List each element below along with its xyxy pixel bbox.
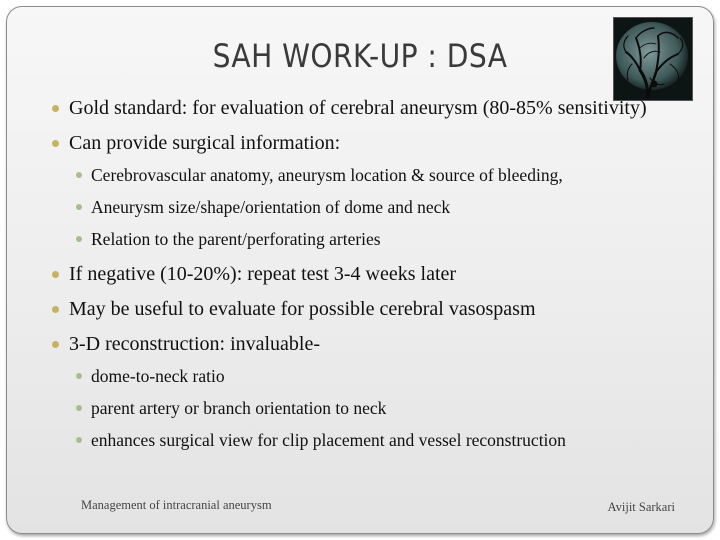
footer-author: Avijit Sarkari — [607, 500, 675, 514]
bullet-item — [49, 93, 689, 124]
bullet-text: May be useful to evaluate for possible cerebral vasospasm — [69, 298, 536, 320]
sub-bullet-dot-icon — [76, 405, 82, 411]
angiogram-illustration — [614, 18, 692, 100]
sub-bullet-item — [49, 392, 689, 424]
sub-bullet-item — [49, 424, 689, 456]
bullet-text: 3-D reconstruction: invaluable- — [69, 333, 321, 355]
sub-bullet-item — [49, 159, 689, 191]
sub-bullet-text: Relation to the parent/perforating arteries — [91, 229, 381, 249]
sub-bullet-dot-icon — [76, 172, 82, 178]
bullet-dot-icon — [52, 341, 59, 348]
sub-bullet-text: parent artery or branch orientation to neck — [91, 398, 387, 418]
bullet-dot-icon — [52, 140, 59, 147]
bullet-item — [49, 294, 689, 325]
bullet-dot-icon — [52, 271, 59, 278]
footer-presentation-title: Management of intracranial aneurysm — [81, 498, 272, 512]
sub-bullet-text: Aneurysm size/shape/orientation of dome and neck — [91, 197, 451, 217]
bullet-dot-icon — [52, 105, 59, 112]
sub-bullet-text: enhances surgical view for clip placement and vessel reconstruction — [91, 430, 566, 450]
sub-bullet-text: dome-to-neck ratio — [91, 366, 225, 386]
bullet-list — [49, 93, 689, 456]
bullet-text: If negative (10-20%): repeat test 3-4 weeks later — [69, 263, 457, 285]
bullet-item — [49, 329, 689, 360]
bullet-text: Can provide surgical information: — [69, 132, 341, 154]
sub-bullet-item — [49, 191, 689, 223]
sub-bullet-item — [49, 360, 689, 392]
sub-bullet-dot-icon — [76, 236, 82, 242]
sub-bullet-dot-icon — [76, 437, 82, 443]
bullet-item — [49, 259, 689, 290]
slide-title: SAH WORK-UP : DSA — [212, 37, 508, 75]
sub-bullet-text: Cerebrovascular anatomy, aneurysm location & source of bleeding, — [91, 165, 563, 185]
slide — [6, 6, 714, 534]
sub-bullet-dot-icon — [76, 204, 82, 210]
angiogram-image — [613, 17, 693, 101]
bullet-text: Gold standard: for evaluation of cerebral aneurysm (80-85% sensitivity) — [69, 97, 647, 119]
bullet-dot-icon — [52, 306, 59, 313]
sub-bullet-item — [49, 223, 689, 255]
sub-bullet-dot-icon — [76, 373, 82, 379]
bullet-item — [49, 128, 689, 159]
